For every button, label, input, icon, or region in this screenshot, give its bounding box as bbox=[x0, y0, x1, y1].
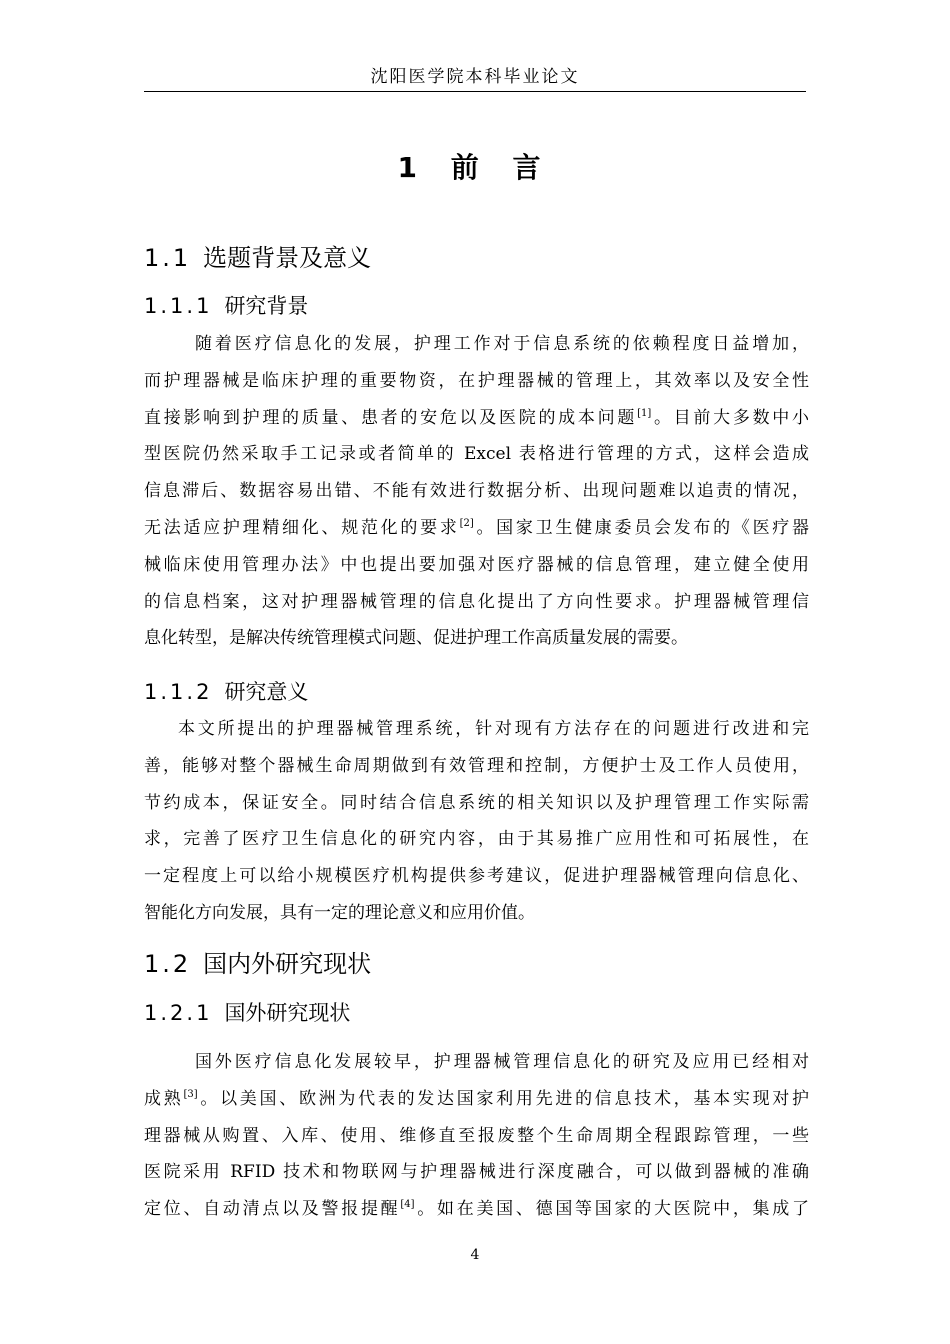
paragraph-research-significance bbox=[144, 711, 809, 932]
citation-ref: [2] bbox=[459, 517, 474, 529]
section-number: 1.1.1 bbox=[144, 294, 213, 318]
text-line: 信息滞后、数据容易出错、不能有效进行数据分析、出现问题难以追责的情况， bbox=[144, 481, 809, 502]
paragraph-research-background bbox=[144, 326, 809, 657]
text-line: 随着医疗信息化的发展，护理工作对于信息系统的依赖程度日益增加， bbox=[195, 334, 809, 354]
text-line: 型医院仍然采取手工记录或者简单的 Excel 表格进行管理的方式，这样会造成 bbox=[144, 444, 809, 465]
section-heading-1-2-1 bbox=[144, 998, 350, 1028]
text-run: 。以美国、欧洲为代表的发达国家利用先进的信息技术，基本实现对护 bbox=[197, 1088, 810, 1109]
section-title: 研究背景 bbox=[224, 294, 309, 318]
page-number: 4 bbox=[470, 1247, 480, 1263]
text-run: 。国家卫生健康委员会发布的《医疗器 bbox=[473, 517, 810, 538]
text-line: 的信息档案，这对护理器械管理的信息化提出了方向性要求。护理器械管理信 bbox=[144, 591, 809, 612]
text-line: 而护理器械是临床护理的重要物资，在护理器械的管理上，其效率以及安全性 bbox=[144, 370, 809, 391]
text-line: 善，能够对整个器械生命周期做到有效管理和控制，方便护士及工作人员使用， bbox=[144, 755, 809, 776]
chapter-title: 1 前 言 bbox=[397, 151, 553, 184]
section-heading-1-1 bbox=[144, 242, 371, 274]
section-title: 选题背景及意义 bbox=[203, 244, 372, 272]
text-line bbox=[144, 510, 809, 547]
section-number: 1.1.2 bbox=[144, 680, 213, 704]
section-number: 1.1 bbox=[144, 244, 192, 272]
text-run: 无法适应护理精细化、规范化的要求 bbox=[144, 517, 460, 538]
text-run: 定位、自动清点以及警报提醒 bbox=[144, 1199, 401, 1220]
text-line bbox=[144, 1081, 809, 1118]
text-run: 成熟 bbox=[144, 1088, 184, 1109]
citation-ref: [1] bbox=[637, 407, 652, 419]
header-rule bbox=[144, 91, 806, 92]
section-title: 国内外研究现状 bbox=[203, 950, 372, 978]
section-number: 1.2 bbox=[144, 950, 192, 978]
text-line: 理器械从购置、入库、使用、维修直至报废整个生命周期全程跟踪管理，一些 bbox=[144, 1125, 809, 1146]
text-run: 。目前大多数中小 bbox=[651, 407, 810, 428]
text-run: 直接影响到护理的质量、患者的安危以及医院的成本问题 bbox=[144, 407, 638, 428]
text-line: 智能化方向发展，具有一定的理论意义和应用价值。 bbox=[144, 902, 535, 923]
text-line: 息化转型，是解决传统管理模式问题、促进护理工作高质量发展的需要。 bbox=[144, 628, 688, 649]
section-number: 1.2.1 bbox=[144, 1001, 213, 1025]
section-heading-1-2 bbox=[144, 948, 371, 980]
citation-ref: [3] bbox=[183, 1088, 198, 1100]
text-line: 医院采用 RFID 技术和物联网与护理器械进行深度融合，可以做到器械的准确 bbox=[144, 1162, 809, 1183]
section-title: 国外研究现状 bbox=[224, 1001, 351, 1025]
citation-ref: [4] bbox=[400, 1199, 415, 1211]
text-line bbox=[144, 1191, 809, 1228]
text-line: 械临床使用管理办法》中也提出要加强对医疗器械的信息管理，建立健全使用 bbox=[144, 554, 809, 575]
running-header: 沈阳医学院本科毕业论文 bbox=[370, 67, 580, 87]
section-title: 研究意义 bbox=[224, 680, 309, 704]
section-heading-1-1-2 bbox=[144, 677, 308, 707]
text-line: 求，完善了医疗卫生信息化的研究内容，由于其易推广应用性和可拓展性，在 bbox=[144, 829, 809, 850]
section-heading-1-1-1 bbox=[144, 291, 308, 321]
text-line: 本文所提出的护理器械管理系统，针对现有方法存在的问题进行改进和完 bbox=[178, 719, 809, 739]
text-line bbox=[144, 400, 809, 437]
paragraph-foreign-status bbox=[144, 1044, 809, 1228]
text-line: 一定程度上可以给小规模医疗机构提供参考建议，促进护理器械管理向信息化、 bbox=[144, 866, 809, 887]
text-run: 。如在美国、德国等国家的大医院中，集成了 bbox=[414, 1199, 810, 1220]
text-line: 国外医疗信息化发展较早，护理器械管理信息化的研究及应用已经相对 bbox=[195, 1052, 809, 1072]
text-line: 节约成本，保证安全。同时结合信息系统的相关知识以及护理管理工作实际需 bbox=[144, 792, 809, 813]
